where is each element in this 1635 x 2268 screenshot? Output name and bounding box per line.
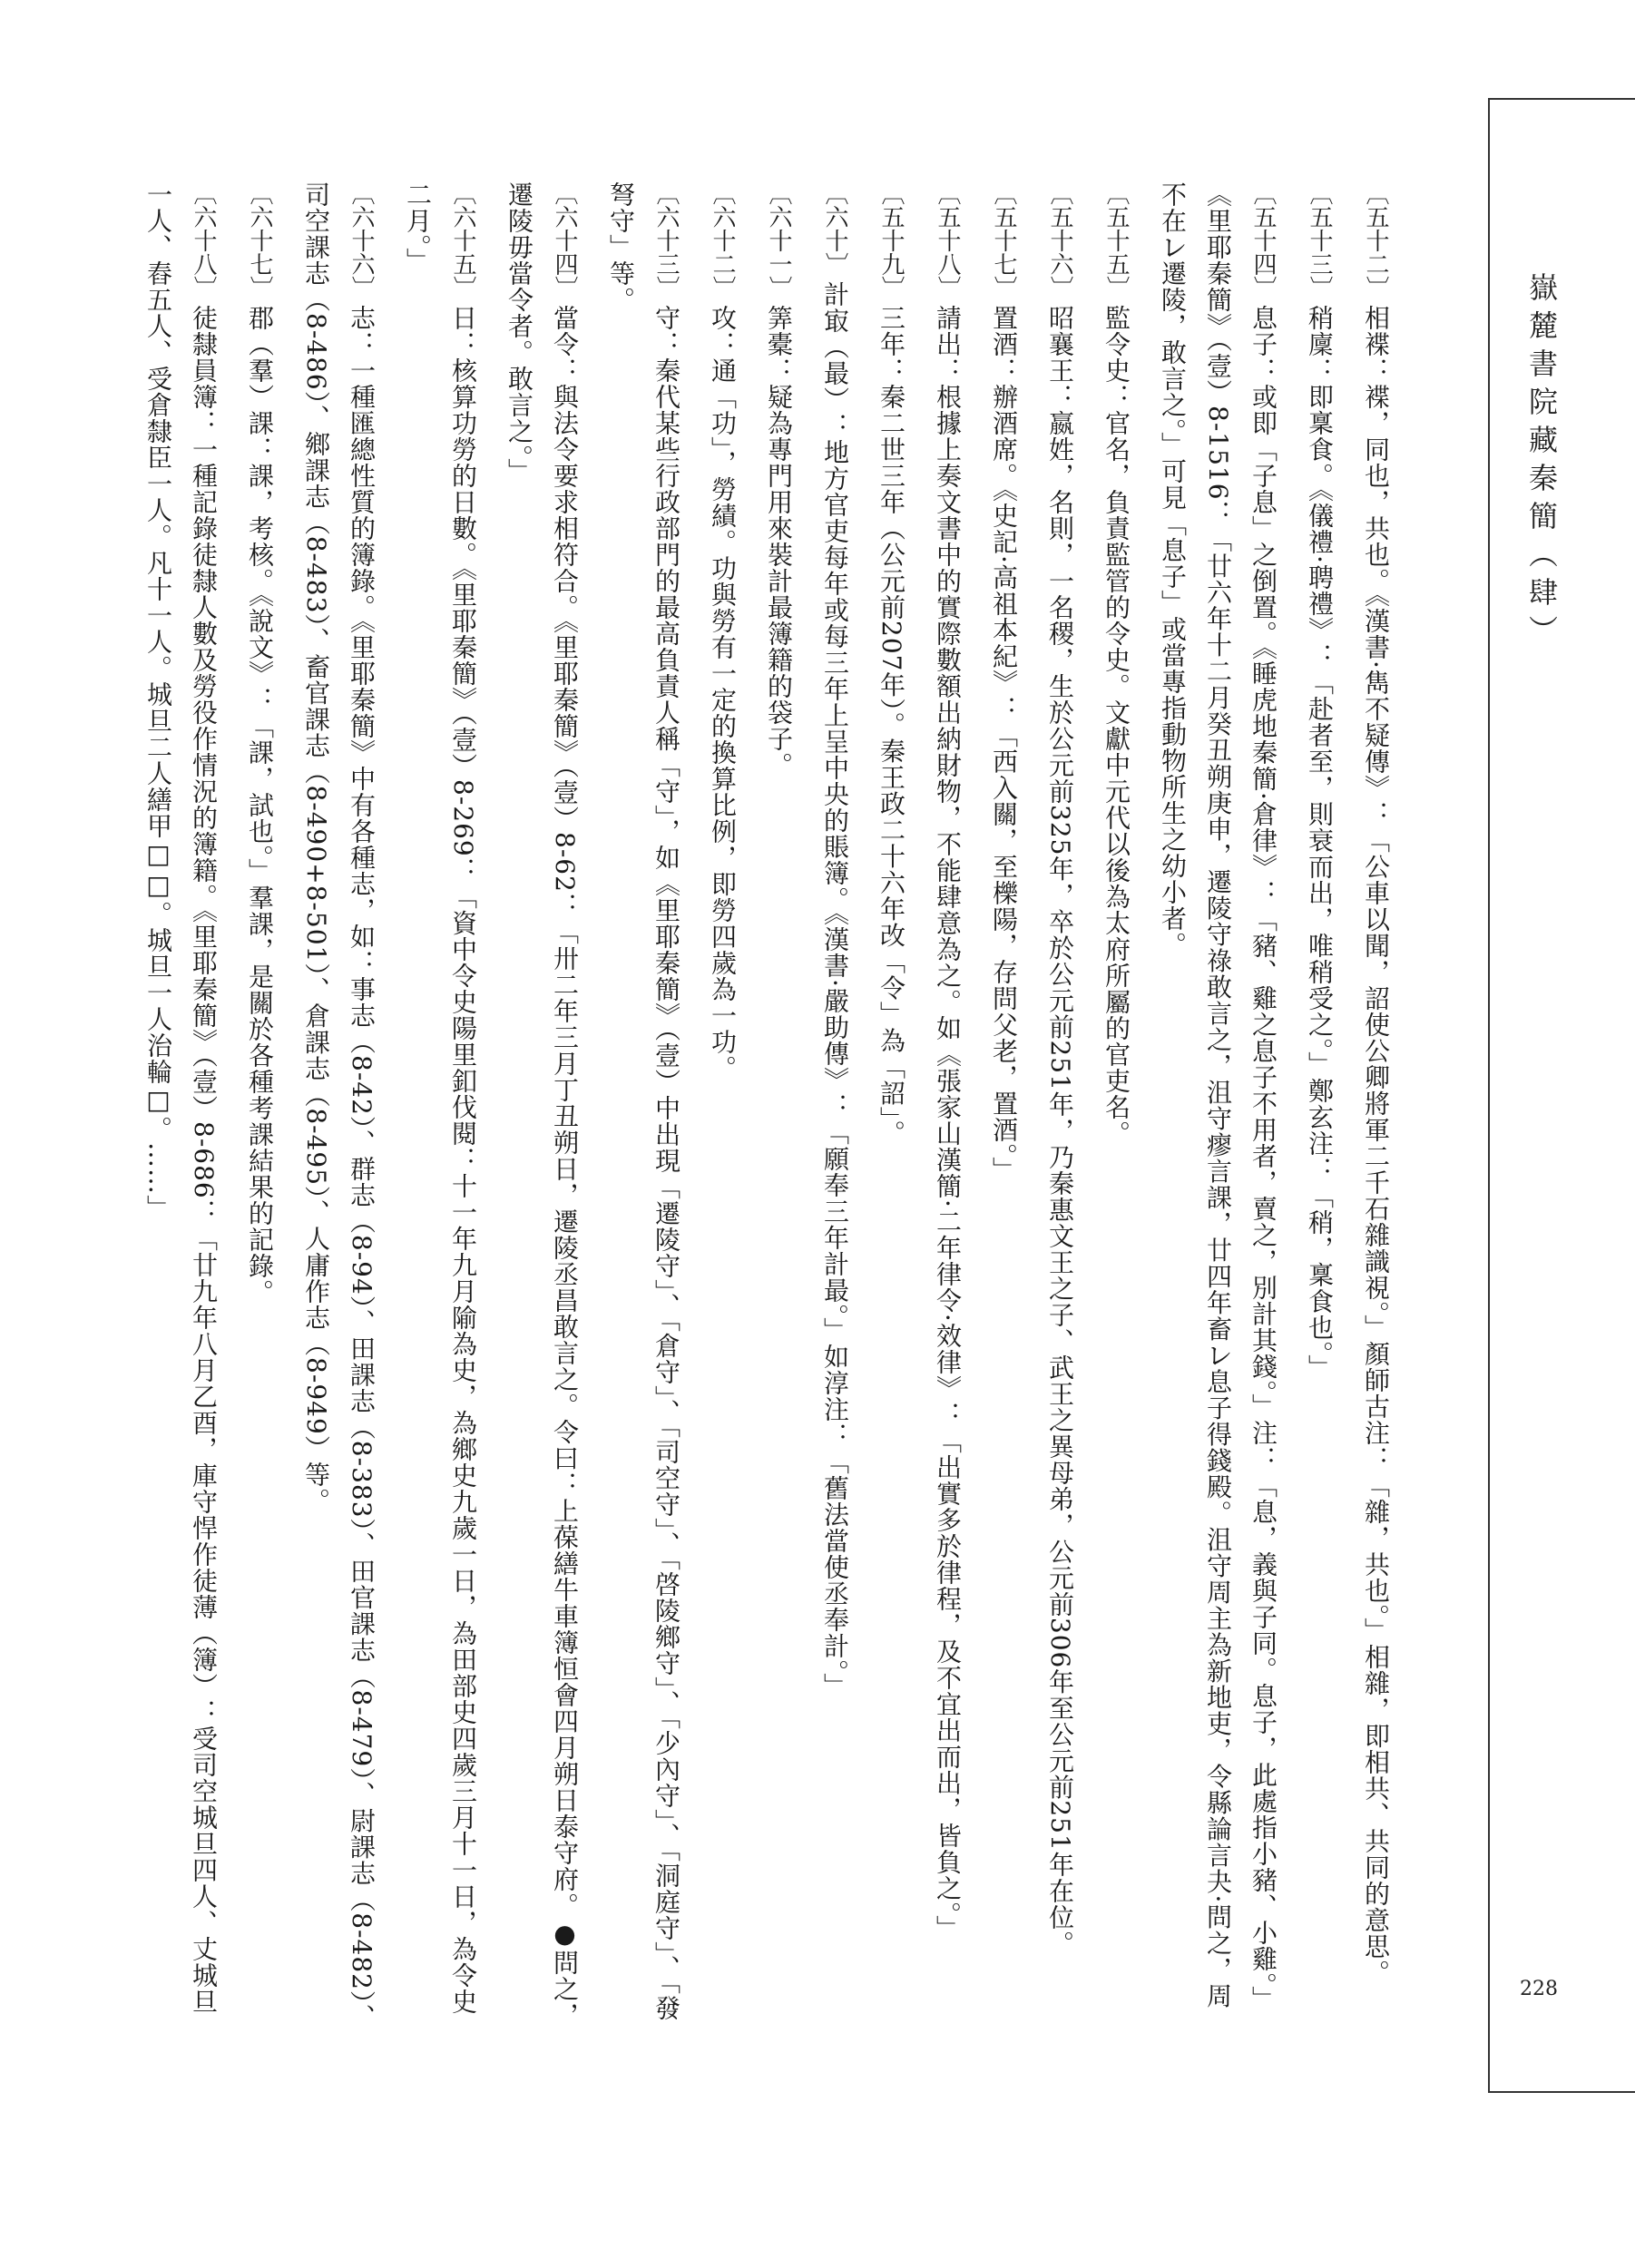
note-text: 息子：或即「子息」之倒置。《睡虎地秦簡·倉律》：「豬、雞之息子不用者，賣之，別計其錢。」注：「息，義與子同。息子，此處指小豬、小雞。」《里耶秦簡》（壹）8-1516：「廿六年十二月癸丑朔庚申，遷陵守祿敢言之，沮守瘳言課，廿四年畜㆑息子得錢殿。沮守周主為新地吏，令縣論言夬·問之，周不在㆑遷陵，敢言之。」可見「息子」或當專指動物所生之幼小者。 (1158, 181, 1278, 2012)
note-57 (975, 181, 1032, 2032)
note-text: 置酒：辦酒席。《史記·高祖本紀》：「西入關，至櫟陽，存問父老，置酒。」 (989, 305, 1019, 1183)
note-text: 監令史：官名，負責監管的令史。文獻中元代以後為太府所屬的官吏名。 (1101, 305, 1131, 1147)
note-number: 〔六十五〕 (449, 181, 476, 299)
note-65 (389, 181, 491, 2032)
note-53 (1291, 181, 1347, 2032)
note-number: 〔六十八〕 (190, 181, 217, 299)
note-text: 守：秦代某些行政部門的最高負責人稱「守」，如《里耶秦簡》（壹）中出現「遷陵守」、「倉守」、「司空守」、「啓陵鄉守」、「少內守」、「洞庭守」、「發弩守」等。 (606, 181, 681, 2021)
note-number: 〔五十三〕 (1306, 181, 1333, 299)
note-text: 徒隸員簿：一種記錄徒隸人數及勞役作情況的簿籍。《里耶秦簡》（壹）8-686：「廿九年八月乙酉，庫守悍作徒薄（簿）：受司空城旦四人、丈城旦一人、舂五人、受倉隸臣一人。凡十一人。城旦二人繕甲□□。城旦一人治輪□。……」 (143, 181, 219, 2015)
note-text: 昭襄王：嬴姓，名則，一名稷，生於公元前325年，卒於公元前251年，乃秦惠文王之子、武王之異母弟，公元前306年至公元前251年在位。 (1045, 305, 1075, 1957)
note-number: 〔六十二〕 (709, 181, 736, 299)
note-text: 三年：秦二世三年（公元前207年）。秦王政二十六年改「令」為「詔」。 (876, 305, 906, 1147)
note-61 (750, 181, 807, 2032)
running-header-title: 嶽麓書院藏秦簡（肆） (1524, 272, 1559, 653)
note-number: 〔五十七〕 (990, 181, 1017, 299)
note-number: 〔六十四〕 (551, 181, 578, 299)
note-text: 日：核算功勞的日數。《里耶秦簡》（壹）8-269：「資中令史陽里釦伐閱：十一年九月隃為史，為鄉史九歲一日，為田部史四歲三月十一日，為令史二月。」 (403, 181, 478, 2015)
note-63 (592, 181, 694, 2032)
page-number: 228 (1520, 1978, 1558, 2000)
note-60 (807, 181, 863, 2032)
note-66 (288, 181, 389, 2032)
note-59 (863, 181, 919, 2032)
note-number: 〔五十五〕 (1102, 181, 1130, 299)
note-text: 郡（羣）課：課，考核。《說文》：「課，試也。」羣課，是關於各種考課結果的記錄。 (245, 305, 275, 1305)
note-64 (491, 181, 592, 2032)
note-number: 〔六十一〕 (765, 181, 792, 299)
note-text: 志：一種匯總性質的簿錄。《里耶秦簡》中有各種志，如：事志（8-42）、群志（8-94）、田課志（8-383）、田官課志（8-479）、尉課志（8-482）、司空課志（8-486）、鄉課志（8-483）、畜官課志（8-490+8-501）、倉課志（8-495）、人庸作志（8-949）等。 (301, 181, 377, 2030)
note-55 (1088, 181, 1144, 2032)
note-68 (130, 181, 231, 2032)
note-56 (1032, 181, 1088, 2032)
note-text: 筭橐：疑為專門用來裝計最簿籍的袋子。 (764, 305, 794, 778)
note-52 (1347, 181, 1404, 2032)
note-67 (231, 181, 288, 2032)
note-number: 〔六十六〕 (348, 181, 375, 299)
note-number: 〔五十八〕 (934, 181, 961, 299)
note-number: 〔五十二〕 (1362, 181, 1389, 299)
note-number: 〔五十九〕 (877, 181, 905, 299)
note-number: 〔六十〕 (821, 181, 848, 276)
note-58 (919, 181, 975, 2032)
note-text: 相褋：褋，同也，共也。《漢書·雋不疑傳》：「公車以聞，詔使公卿將軍二千石雜識視。」顏師古注：「雜，共也。」相雜，即相共、共同的意思。 (1361, 305, 1391, 1986)
annotation-notes (130, 181, 1404, 2032)
note-number: 〔六十三〕 (652, 181, 680, 299)
note-text: 稍廩：即稟食。《儀禮·聘禮》：「赴者至，則衰而出，唯稍受之。」鄭玄注：「稍，稟食也。」 (1305, 305, 1335, 1381)
note-number: 〔五十六〕 (1046, 181, 1073, 299)
note-text: 當令：與法令要求相符合。《里耶秦簡》（壹）8-62：「卅二年三月丁丑朔日，遷陵丞昌敢言之。令曰：上葆繕牛車簿恒會四月朔日泰守府。●問之，遷陵毋當令者。敢言之。」 (504, 181, 580, 2028)
note-number: 〔五十四〕 (1249, 181, 1277, 299)
note-text: 攻：通「功」，勞績。功與勞有一定的換算比例，即勞四歲為一功。 (708, 305, 738, 1081)
note-number: 〔六十七〕 (246, 181, 273, 299)
note-text: 計㝡（最）：地方官吏每年或每三年上呈中央的賬簿。《漢書·嚴助傳》：「願奉三年計最。」如淳注：「舊法當使丞奉計。」 (820, 281, 850, 1699)
note-62 (694, 181, 750, 2032)
note-54 (1144, 181, 1291, 2032)
note-text: 請出：根據上奏文書中的實際數額出納財物，不能肆意為之。如《張家山漢簡·二年律令·效律》：「出實多於律程，及不宜出而出，皆負之。」 (933, 305, 963, 1941)
